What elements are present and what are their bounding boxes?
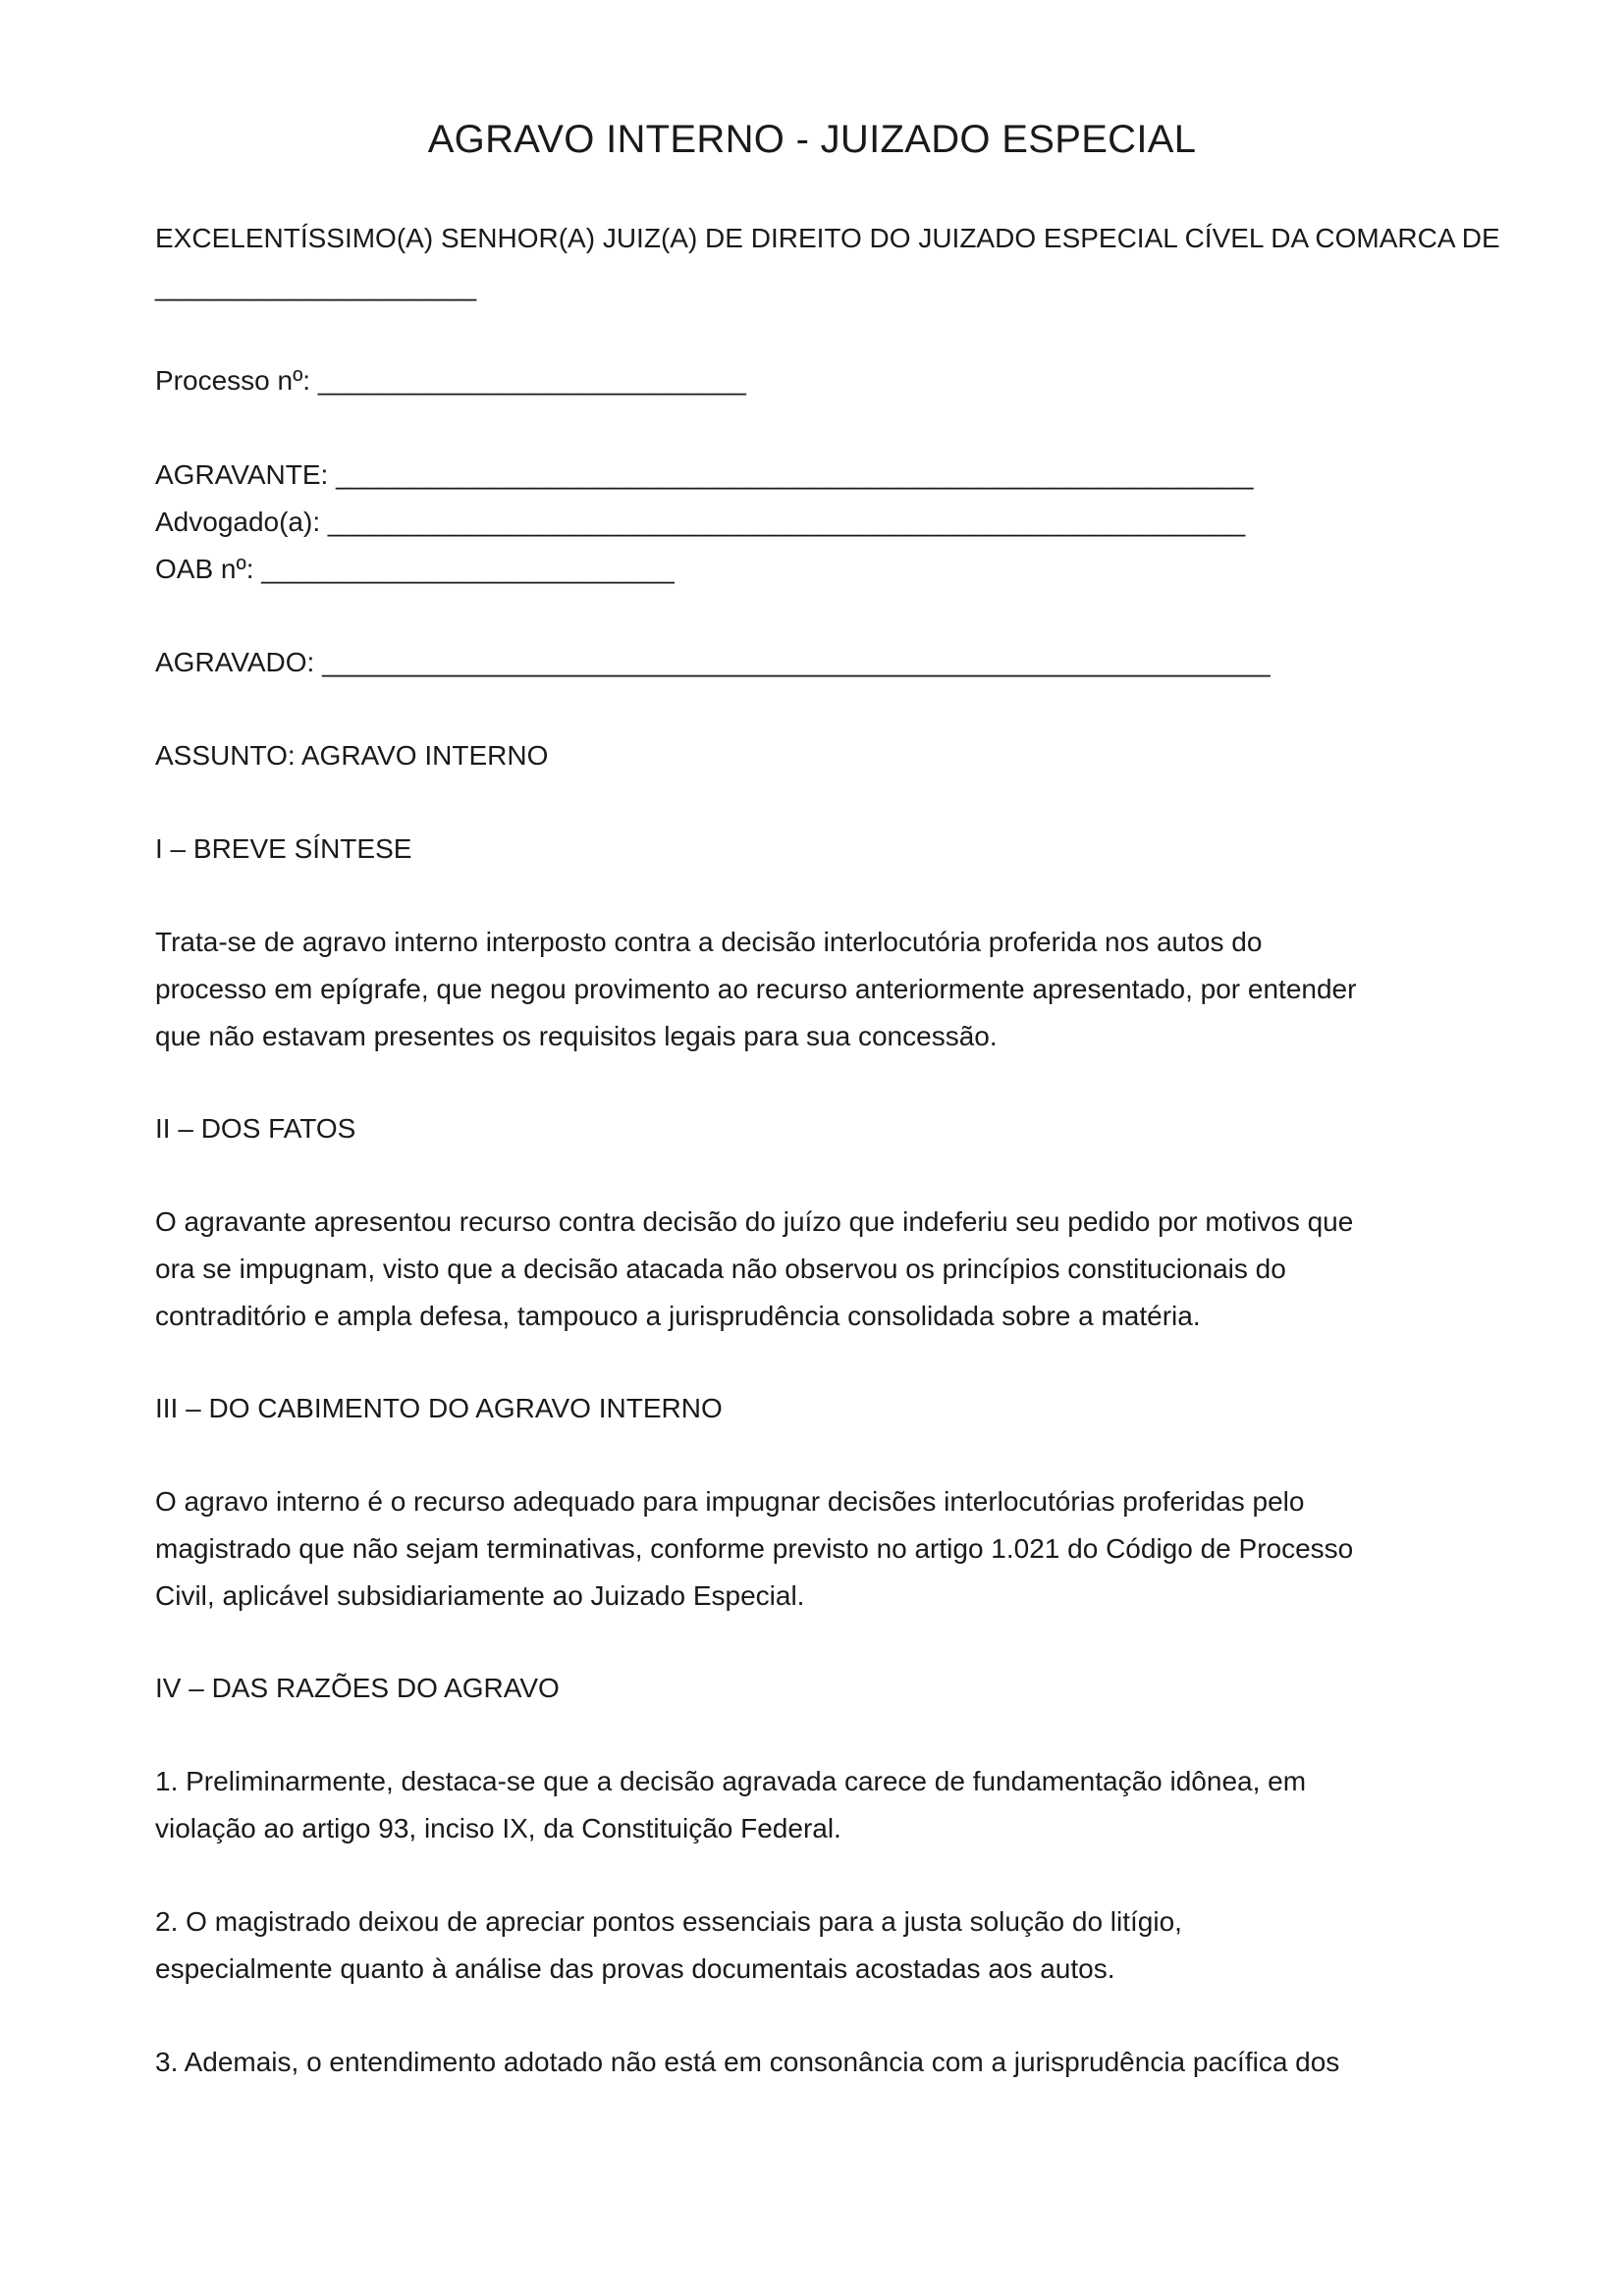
agravante-field: AGRAVANTE: ____________________________________________________________ (155, 459, 1254, 490)
document-title: AGRAVO INTERNO - JUIZADO ESPECIAL (427, 118, 1197, 161)
paragraph-line: O agravante apresentou recurso contra decisão do juízo que indeferiu seu pedido por motivos que (155, 1206, 1354, 1237)
list-item-line: especialmente quanto à análise das provas documentais acostadas aos autos. (155, 1953, 1115, 1984)
oab-field: OAB nº: ___________________________ (155, 554, 675, 584)
paragraph-line: ora se impugnam, visto que a decisão atacada não observou os princípios constitucionais do (155, 1254, 1286, 1284)
section-heading: II – DOS FATOS (155, 1113, 356, 1144)
paragraph-line: Trata-se de agravo interno interposto contra a decisão interlocutória proferida nos autos do (155, 927, 1263, 957)
list-item-line: 3. Ademais, o entendimento adotado não está em consonância com a jurisprudência pacífica dos (155, 2047, 1340, 2077)
paragraph-line: processo em epígrafe, que negou provimento ao recurso anteriormente apresentado, por entender (155, 974, 1357, 1004)
section-heading: III – DO CABIMENTO DO AGRAVO INTERNO (155, 1393, 723, 1423)
address-line-2: _____________________ (155, 271, 477, 301)
paragraph-line: contraditório e ampla defesa, tampouco a jurisprudência consolidada sobre a matéria. (155, 1301, 1201, 1331)
section-heading: I – BREVE SÍNTESE (155, 833, 412, 864)
paragraph-line: que não estavam presentes os requisitos legais para sua concessão. (155, 1021, 998, 1051)
paragraph-line: O agravo interno é o recurso adequado para impugnar decisões interlocutórias proferidas pelo (155, 1486, 1305, 1517)
list-item-line: 1. Preliminarmente, destaca-se que a decisão agravada carece de fundamentação idônea, em (155, 1766, 1307, 1796)
list-item-line: violação ao artigo 93, inciso IX, da Constituição Federal. (155, 1813, 841, 1843)
agravado-field: AGRAVADO: ______________________________________________________________ (155, 647, 1271, 677)
advogado-field: Advogado(a): ____________________________________________________________ (155, 507, 1246, 537)
processo-field: Processo nº: ____________________________ (155, 365, 746, 396)
paragraph-line: Civil, aplicável subsidiariamente ao Juizado Especial. (155, 1580, 805, 1611)
address-line-1: EXCELENTÍSSIMO(A) SENHOR(A) JUIZ(A) DE DIREITO DO JUIZADO ESPECIAL CÍVEL DA COMARCA DE (155, 223, 1500, 253)
list-item-line: 2. O magistrado deixou de apreciar pontos essenciais para a justa solução do litígio, (155, 1906, 1182, 1937)
assunto-line: ASSUNTO: AGRAVO INTERNO (155, 740, 549, 771)
section-heading: IV – DAS RAZÕES DO AGRAVO (155, 1673, 560, 1703)
paragraph-line: magistrado que não sejam terminativas, conforme previsto no artigo 1.021 do Código de Processo (155, 1533, 1354, 1564)
